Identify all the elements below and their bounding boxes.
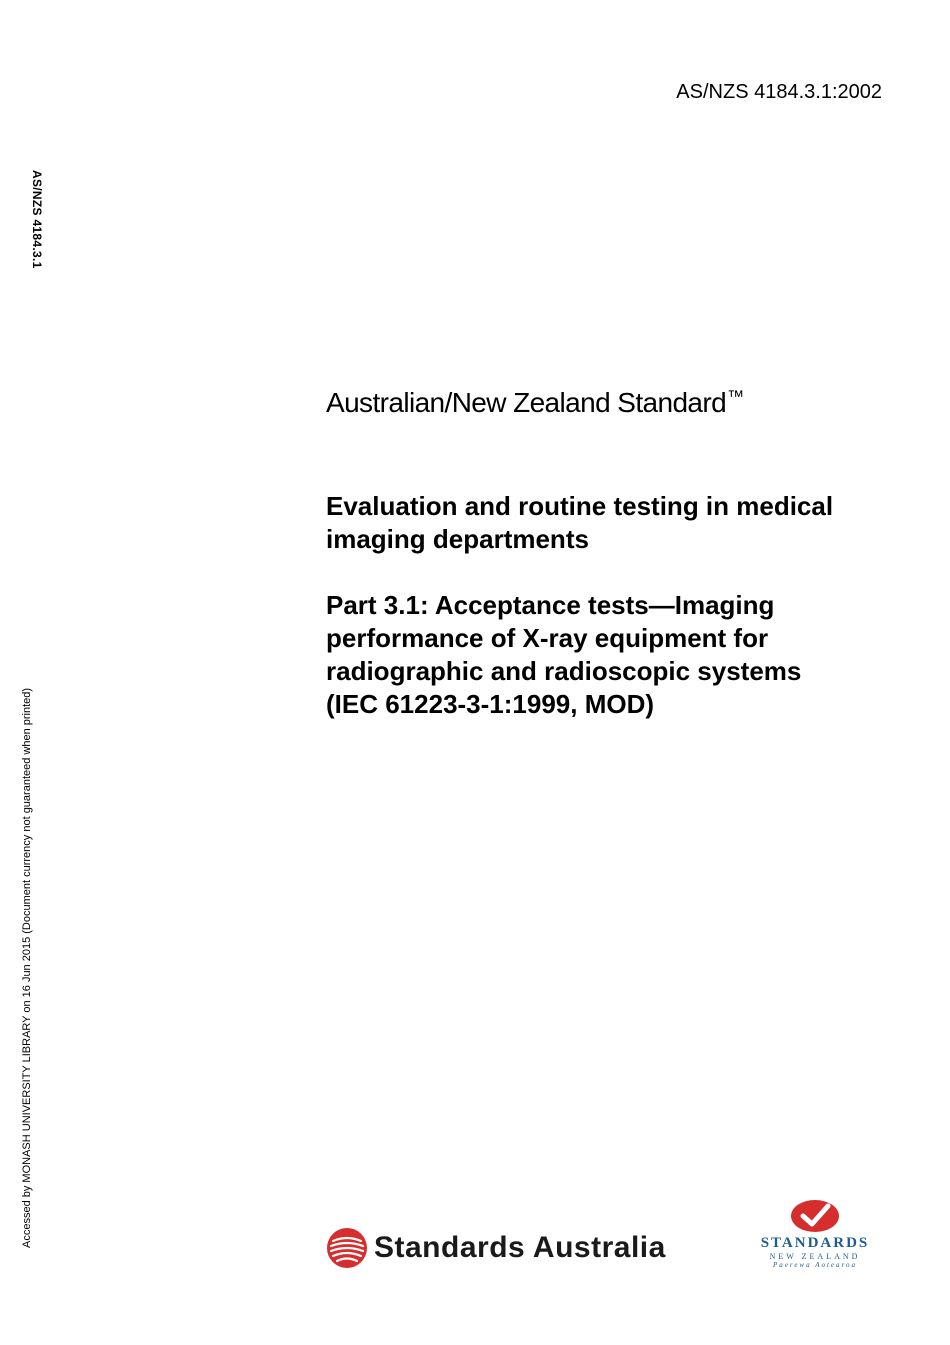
series-title-text: Australian/New Zealand Standard [326, 387, 727, 418]
access-note [21, 588, 35, 1248]
standards-new-zealand-subtitle: NEW ZEALAND [769, 1252, 861, 1261]
standards-new-zealand-emblem-icon [787, 1197, 843, 1233]
standards-new-zealand-name: STANDARDS [760, 1235, 870, 1251]
access-note-text: Accessed by MONASH UNIVERSITY LIBRARY on 16 Jun 2015 (Document currency not guaranteed when printed) [21, 687, 33, 1248]
part-title-line: radiographic and radioscopic systems [326, 656, 802, 686]
part-title-line: performance of X-ray equipment for [326, 623, 769, 653]
series-title [326, 387, 744, 419]
standards-australia-logo [326, 1227, 666, 1269]
spine-label: AS/NZS 4184.3.1 [30, 170, 44, 269]
standards-australia-emblem-icon [326, 1227, 368, 1269]
standards-new-zealand-logo [748, 1197, 882, 1269]
document-number: AS/NZS 4184.3.1:2002 [676, 81, 882, 103]
standards-australia-name: Standards Australia [374, 1231, 666, 1264]
document-title: Evaluation and routine testing in medical imaging departments [326, 491, 834, 554]
part-title-line: Part 3.1: Acceptance tests—Imaging [326, 590, 775, 620]
standards-new-zealand-maori-name: Paerewa Aotearoa [772, 1261, 858, 1269]
part-title-line: (IEC 61223-3-1:1999, MOD) [326, 689, 655, 719]
part-title [326, 589, 916, 721]
trademark-symbol: ™ [727, 387, 744, 406]
